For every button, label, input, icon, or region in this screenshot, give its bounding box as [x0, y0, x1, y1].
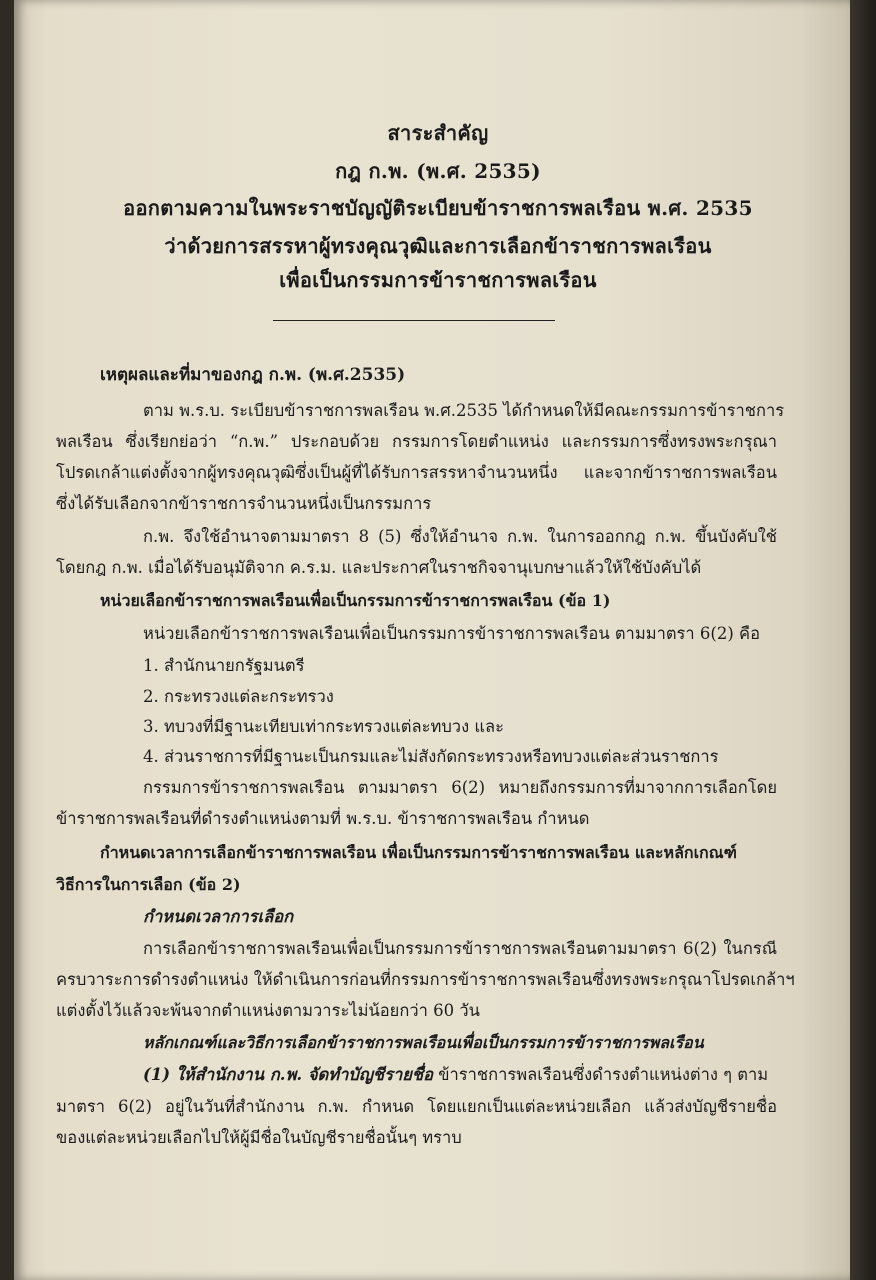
section1-p2-line: ก.พ. จึงใช้อำนาจตามมาตรา 8 (5) ซึ่งให้อำนาจ ก.พ. ในการออกกฎ ก.พ. ขึ้นบังคับใช้ [143, 527, 777, 546]
header-purpose: เพื่อเป็นกรรมการข้าราชการพลเรือน [279, 268, 597, 292]
section3-p1-line: การเลือกข้าราชการพลเรือนเพื่อเป็นกรรมการข้าราชการพลเรือนตามมาตรา 6(2) ในกรณี [143, 939, 777, 958]
section3-p1-line: แต่งตั้งไว้แล้วจะพ้นจากตำแหน่งตามวาระไม่น้อยกว่า 60 วัน [56, 1001, 480, 1020]
section2-p-line: กรรมการข้าราชการพลเรือน ตามมาตรา 6(2) หมายถึงกรรมการที่มาจากการเลือกโดย [143, 778, 777, 797]
section2-intro: หน่วยเลือกข้าราชการพลเรือนเพื่อเป็นกรรมการข้าราชการพลเรือน ตามมาตรา 6(2) คือ [143, 624, 760, 643]
section2-p-line: ข้าราชการพลเรือนที่ดำรงตำแหน่งตามที่ พ.ร.บ. ข้าราชการพลเรือน กำหนด [56, 809, 590, 828]
section1-p1-line: ตาม พ.ร.บ. ระเบียบข้าราชการพลเรือน พ.ศ.2535 ได้กำหนดให้มีคณะกรรมการข้าราชการ [143, 401, 785, 420]
header-subject: ว่าด้วยการสรรหาผู้ทรงคุณวุฒิและการเลือกข้าราชการพลเรือน [164, 234, 712, 258]
header-act: ออกตามความในพระราชบัญญัติระเบียบข้าราชการพลเรือน พ.ศ. 2535 [123, 196, 753, 220]
list-item: 2. กระทรวงแต่ละกระทรวง [143, 687, 334, 706]
header-regulation: กฎ ก.พ. (พ.ศ. 2535) [335, 159, 541, 183]
header-divider [273, 320, 555, 321]
list-item: 3. ทบวงที่มีฐานะเทียบเท่ากระทรวงแต่ละทบวง และ [143, 717, 504, 736]
section3-p2-line [143, 1064, 768, 1086]
section3-p2-rest: ข้าราชการพลเรือนซึ่งดำรงตำแหน่งต่าง ๆ ตาม [432, 1065, 769, 1084]
section3-heading: กำหนดเวลาการเลือกข้าราชการพลเรือน เพื่อเป็นกรรมการข้าราชการพลเรือน และหลักเกณฑ์ [100, 843, 737, 862]
section3-p1-line: ครบวาระการดำรงตำแหน่ง ให้ดำเนินการก่อนที่กรรมการข้าราชการพลเรือนซึ่งทรงพระกรุณาโปรดเกล้าฯ [56, 970, 795, 989]
section1-p1-line: ซึ่งได้รับเลือกจากข้าราชการจำนวนหนึ่งเป็นกรรมการ [56, 494, 432, 513]
section3-p2-lead: (1) ให้สำนักงาน ก.พ. จัดทำบัญชีรายชื่อ [143, 1065, 433, 1084]
section1-p1-line: โปรดเกล้าแต่งตั้งจากผู้ทรงคุณวุฒิซึ่งเป็นผู้ที่ได้รับการสรรหาจำนวนหนึ่ง และจากข้าราชการพลเรือน [56, 463, 777, 482]
section1-p2-line: โดยกฎ ก.พ. เมื่อได้รับอนุมัติจาก ค.ร.ม. และประกาศในราชกิจจานุเบกษาแล้วให้ใช้บังคับได้ [56, 558, 702, 577]
list-item: 4. ส่วนราชการที่มีฐานะเป็นกรมและไม่สังกัดกระทรวงหรือทบวงแต่ละส่วนราชการ [143, 747, 719, 766]
section3-heading: วิธีการในการเลือก (ข้อ 2) [56, 875, 241, 894]
section3-p2-line: ของแต่ละหน่วยเลือกไปให้ผู้มีชื่อในบัญชีรายชื่อนั้นๆ ทราบ [56, 1128, 462, 1147]
header-title: สาระสำคัญ [387, 121, 489, 145]
section3-p2-line: มาตรา 6(2) อยู่ในวันที่สำนักงาน ก.พ. กำหนด โดยแยกเป็นแต่ละหน่วยเลือก แล้วส่งบัญชีรายชื่อ [56, 1097, 777, 1116]
section3-subheading: กำหนดเวลาการเลือก [143, 907, 294, 926]
section1-heading: เหตุผลและที่มาของกฎ ก.พ. (พ.ศ.2535) [100, 365, 406, 385]
section1-p1-line: พลเรือน ซึ่งเรียกย่อว่า “ก.พ.” ประกอบด้วย กรรมการโดยตำแหน่ง และกรรมการซึ่งทรงพระกรุณา [56, 432, 777, 451]
list-item: 1. สำนักนายกรัฐมนตรี [143, 656, 305, 675]
section3-subheading: หลักเกณฑ์และวิธีการเลือกข้าราชการพลเรือนเพื่อเป็นกรรมการข้าราชการพลเรือน [143, 1033, 704, 1052]
section2-heading: หน่วยเลือกข้าราชการพลเรือนเพื่อเป็นกรรมการข้าราชการพลเรือน (ข้อ 1) [100, 591, 611, 610]
